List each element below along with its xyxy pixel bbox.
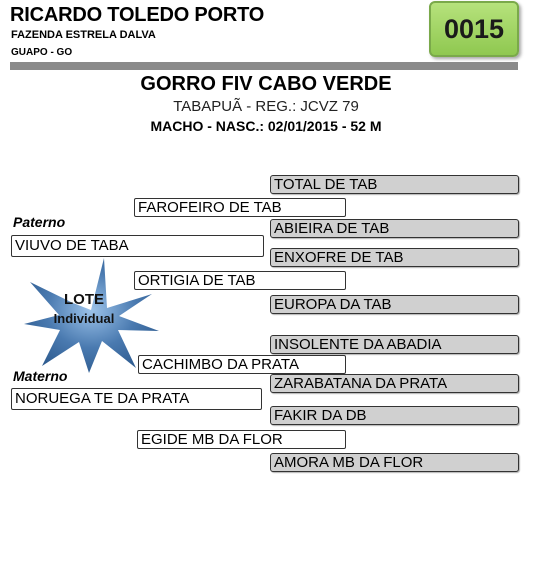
maternal-label: Materno — [13, 368, 68, 384]
owner-name: RICARDO TOLEDO PORTO — [10, 4, 265, 26]
paternal-label: Paterno — [13, 214, 66, 230]
pedigree-mgs-dam: ZARABATANA DA PRATA — [270, 374, 519, 393]
pedigree-pgd-sire: ENXOFRE DE TAB — [270, 248, 519, 267]
pedigree-maternal-grandsire: CACHIMBO DA PRATA — [138, 355, 346, 374]
pedigree-mgs-sire: INSOLENTE DA ABADIA — [270, 335, 519, 354]
breed-registration: TABAPUÃ - REG.: JCVZ 79 — [173, 98, 359, 115]
lote-star-line1: LOTE — [64, 291, 104, 308]
sex-birth-age: MACHO - NASC.: 02/01/2015 - 52 M — [150, 118, 382, 134]
pedigree-pgs-dam: ABIEIRA DE TAB — [270, 219, 519, 238]
pedigree-paternal-grandsire: FAROFEIRO DE TAB — [134, 198, 346, 217]
pedigree-pgs-sire: TOTAL DE TAB — [270, 175, 519, 194]
lote-star-line2: Individual — [53, 311, 115, 326]
animal-name: GORRO FIV CABO VERDE — [140, 73, 392, 95]
pedigree-mgd-sire: FAKIR DA DB — [270, 406, 519, 425]
pedigree-dam: NORUEGA TE DA PRATA — [11, 388, 262, 410]
pedigree-sire: VIUVO DE TABA — [11, 235, 264, 257]
pedigree-mgd-dam: AMORA MB DA FLOR — [270, 453, 519, 472]
lot-number-badge: 0015 — [429, 1, 519, 57]
city-state: GUAPO - GO — [11, 47, 73, 58]
pedigree-paternal-granddam: ORTIGIA DE TAB — [134, 271, 346, 290]
farm-name: FAZENDA ESTRELA DALVA — [11, 29, 156, 41]
pedigree-pgd-dam: EUROPA DA TAB — [270, 295, 519, 314]
header-divider — [10, 62, 518, 70]
pedigree-maternal-granddam: EGIDE MB DA FLOR — [137, 430, 346, 449]
